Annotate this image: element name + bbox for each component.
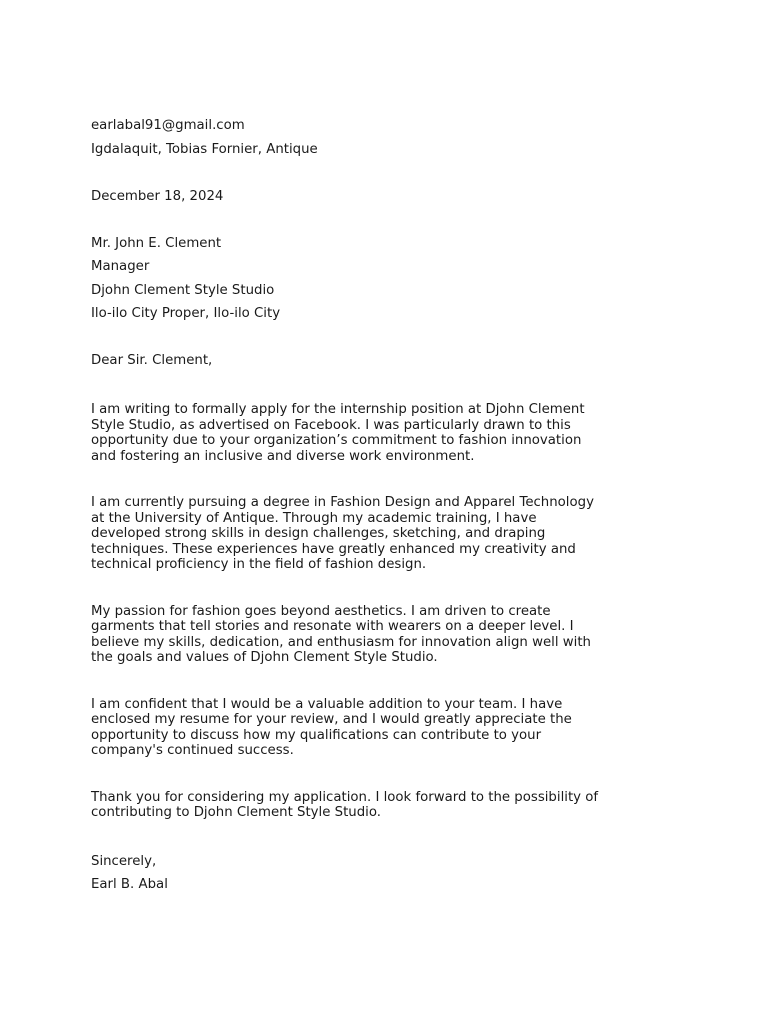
paragraph-line: I am writing to formally apply for the internship position at Djohn Clement [91, 402, 585, 417]
letter-content [91, 117, 691, 894]
salutation: Dear Sir. Clement, [91, 353, 213, 368]
paragraph-line: company's continued success. [91, 743, 294, 758]
paragraph-line: opportunity due to your organization’s commitment to fashion innovation [91, 433, 582, 448]
recipient-name: Mr. John E. Clement [91, 235, 222, 251]
closing: Sincerely, [91, 853, 157, 869]
signature-name: Earl B. Abal [91, 877, 168, 892]
paragraph-line: Thank you for considering my application. I look forward to the possibility of [91, 789, 599, 805]
sender-address: Igdalaquit, Tobias Fornier, Antique [91, 141, 318, 157]
paragraph-line: garments that tell stories and resonate with wearers on a deeper level. I [91, 619, 574, 634]
recipient-title: Manager [91, 259, 150, 274]
body-paragraph-3 [91, 604, 691, 666]
paragraph-line: Style Studio, as advertised on Facebook. I was particularly drawn to this [91, 417, 571, 433]
body-paragraph-2 [91, 495, 691, 573]
paragraph-line: believe my skills, dedication, and enthusiasm for innovation align well with [91, 634, 591, 650]
paragraph-line: and fostering an inclusive and diverse work environment. [91, 448, 475, 464]
paragraph-line: My passion for fashion goes beyond aesthetics. I am driven to create [91, 603, 551, 619]
paragraph-line: at the University of Antique. Through my academic training, I have [91, 510, 537, 526]
paragraph-line: I am currently pursuing a degree in Fashion Design and Apparel Technology [91, 495, 594, 510]
body-paragraph-4 [91, 697, 691, 759]
paragraph-line: I am confident that I would be a valuable addition to your team. I have [91, 696, 563, 712]
body-paragraph-1 [91, 402, 691, 464]
paragraph-line: technical proficiency in the field of fashion design. [91, 557, 427, 572]
recipient-address: Ilo-ilo City Proper, Ilo-ilo City [91, 306, 281, 321]
paragraph-line: the goals and values of Djohn Clement Style Studio. [91, 650, 438, 665]
letter-date: December 18, 2024 [91, 188, 224, 204]
body-paragraph-5 [91, 790, 691, 821]
recipient-company: Djohn Clement Style Studio [91, 282, 275, 298]
paragraph-line: developed strong skills in design challenges, sketching, and draping [91, 526, 546, 541]
sender-email: earlabal91@gmail.com [91, 118, 245, 133]
paragraph-line: techniques. These experiences have greatly enhanced my creativity and [91, 541, 576, 557]
paragraph-line: opportunity to discuss how my qualifications can contribute to your [91, 727, 542, 743]
paragraph-line: contributing to Djohn Clement Style Studio. [91, 805, 381, 820]
paragraph-line: enclosed my resume for your review, and I would greatly appreciate the [91, 712, 572, 727]
